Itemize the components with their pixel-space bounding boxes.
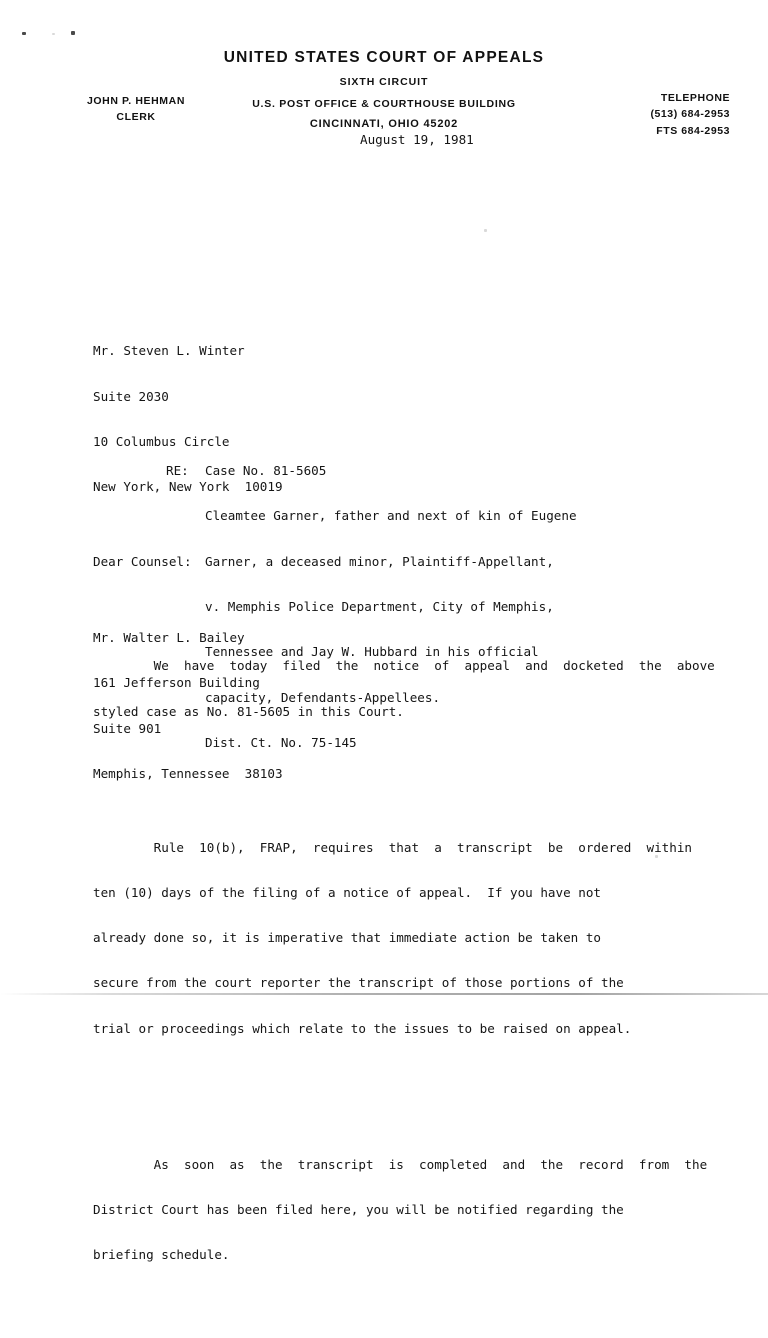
reference-label-spacer — [166, 508, 205, 523]
clerk-name: JOHN P. HEHMAN — [86, 95, 186, 107]
scan-speck — [484, 229, 487, 232]
telephone-number: (513) 684-2953 — [650, 108, 730, 121]
reference-line: v. Memphis Police Department, City of Memphis, — [205, 599, 554, 615]
reference-line: Cleamtee Garner, father and next of kin of Eugene — [205, 508, 577, 524]
date-line: August 19, 1981 — [360, 132, 474, 147]
body-line: styled case as No. 81-5605 in this Court. — [93, 703, 404, 719]
reference-row — [166, 508, 577, 523]
body-line: We have today filed the notice of appeal and docketed the above — [93, 658, 715, 674]
address-line: New York, New York 10019 — [93, 479, 283, 495]
address-line: 161 Jefferson Building — [93, 675, 260, 691]
address-line: Mr. Steven L. Winter — [93, 343, 245, 359]
reference-line: Garner, a deceased minor, Plaintiff-Appellant, — [205, 553, 554, 569]
body-line: briefing schedule. — [93, 1247, 230, 1263]
city-state-zip: CINCINNATI, OHIO 45202 — [309, 117, 459, 130]
salutation: Dear Counsel: — [93, 554, 192, 569]
address-line: Memphis, Tennessee 38103 — [93, 766, 283, 781]
telephone-label: TELEPHONE — [660, 92, 730, 104]
reference-line: Case No. 81-5605 — [205, 463, 327, 479]
address-line: Mr. Walter L. Bailey — [93, 630, 245, 646]
body-line: ten (10) days of the filing of a notice of appeal. If you have not — [93, 884, 601, 900]
address-line: Suite 901 — [93, 720, 162, 736]
fts-number: FTS 684-2953 — [656, 124, 730, 137]
reference-line: capacity, Defendants-Appellees. — [205, 689, 441, 705]
scan-speck — [655, 855, 658, 858]
body-paragraph — [93, 628, 715, 749]
scan-speck — [71, 31, 75, 35]
address-line: Suite 2030 — [93, 388, 169, 404]
contact-block — [650, 90, 730, 139]
court-title: UNITED STATES COURT OF APPEALS — [223, 49, 545, 66]
reference-line: Tennessee and Jay W. Hubbard in his official — [205, 644, 539, 660]
clerk-block — [56, 94, 216, 126]
body-paragraph — [93, 1126, 708, 1292]
scan-speck — [52, 33, 55, 35]
reference-label: RE: — [166, 463, 189, 479]
body-paragraph — [93, 809, 692, 1066]
body-line: trial or proceedings which relate to the issues to be raised on appeal. — [93, 1020, 632, 1036]
body-line: As soon as the transcript is completed and the record from the — [93, 1156, 708, 1172]
building-address: U.S. POST OFFICE & COURTHOUSE BUILDING — [252, 97, 516, 110]
reference-line: Dist. Ct. No. 75-145 — [205, 734, 357, 750]
letterhead — [0, 48, 768, 137]
scan-speck — [22, 32, 26, 35]
body-line: already done so, it is imperative that immediate action be taken to — [93, 930, 601, 946]
body-line: Rule 10(b), FRAP, requires that a transcript be ordered within — [93, 839, 692, 855]
body-line: secure from the court reporter the transcript of those portions of the — [93, 975, 624, 991]
body-line: District Court has been filed here, you will be notified regarding the — [93, 1201, 624, 1217]
circuit-name: SIXTH CIRCUIT — [339, 76, 429, 89]
reference-row — [166, 554, 577, 569]
letter-body — [93, 583, 715, 1338]
reference-first-row — [166, 463, 577, 478]
clerk-title: CLERK — [116, 110, 156, 123]
address-line: 10 Columbus Circle — [93, 433, 230, 449]
